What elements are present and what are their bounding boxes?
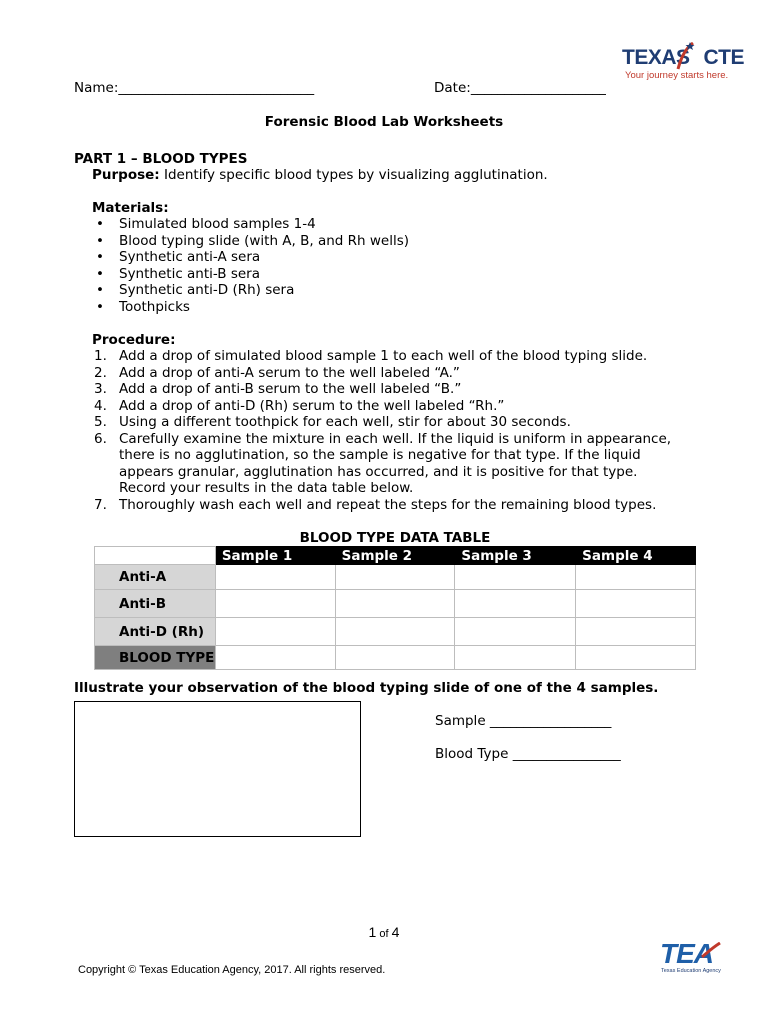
- drawing-box[interactable]: [74, 701, 361, 837]
- table-cell[interactable]: [215, 565, 335, 590]
- table-cell[interactable]: [576, 565, 696, 590]
- logo-word-right: CTE: [703, 46, 745, 69]
- logo-swoosh-icon: [675, 42, 697, 70]
- purpose: [92, 167, 548, 184]
- page-total: 4: [391, 924, 400, 940]
- table-row: [95, 565, 696, 590]
- procedure-list: [92, 348, 712, 513]
- blood-type-table: [94, 546, 696, 670]
- blood-type-label: Blood Type: [435, 746, 513, 762]
- table-header-row: [95, 547, 696, 565]
- table-cell[interactable]: [215, 646, 335, 670]
- list-item: • Synthetic anti-D (Rh) sera: [92, 282, 409, 299]
- column-header: Sample 4: [576, 547, 696, 565]
- table-row: [95, 590, 696, 618]
- name-blank: _____________________________: [118, 80, 315, 96]
- purpose-text: Identify specific blood types by visualizing agglutination.: [159, 167, 548, 183]
- page-current: 1: [368, 924, 377, 940]
- table-cell[interactable]: [455, 646, 576, 670]
- tea-logo-subtitle: Texas Education Agency: [661, 968, 721, 974]
- table-cell[interactable]: [215, 618, 335, 646]
- list-item: • Toothpicks: [92, 299, 409, 316]
- row-label: BLOOD TYPE: [95, 646, 216, 670]
- table-row: [95, 618, 696, 646]
- date-blank: ____________________: [470, 80, 606, 96]
- list-item: • Blood typing slide (with A, B, and Rh wells): [92, 233, 409, 250]
- page-of: of: [376, 928, 392, 940]
- table-cell[interactable]: [215, 590, 335, 618]
- sample-field: [435, 713, 611, 730]
- table-row: [95, 646, 696, 670]
- date-field: [434, 80, 606, 97]
- list-item: 4. Add a drop of anti-D (Rh) serum to the well labeled “Rh.”: [94, 397, 505, 414]
- list-item: 3. Add a drop of anti-B serum to the well labeled “B.”: [94, 381, 462, 397]
- illustrate-instruction: Illustrate your observation of the blood typing slide of one of the 4 samples.: [74, 680, 659, 696]
- table-corner-cell: [95, 547, 216, 565]
- column-header: Sample 1: [215, 547, 335, 565]
- blood-type-field: [435, 746, 621, 763]
- materials-label: Materials:: [92, 200, 169, 216]
- sample-label: Sample: [435, 713, 490, 729]
- name-label: Name:: [74, 80, 119, 96]
- texas-cte-logo: [622, 46, 745, 86]
- logo-word-left: TEXAS: [622, 46, 690, 69]
- list-item: • Synthetic anti-A sera: [92, 249, 409, 266]
- page-number: [0, 924, 768, 943]
- list-item: 5. Using a different toothpick for each well, stir for about 30 seconds.: [94, 414, 571, 430]
- tea-logo-word: TEA: [660, 938, 713, 969]
- tea-star-icon: [700, 942, 722, 958]
- table-cell[interactable]: [335, 590, 455, 618]
- row-label: Anti-A: [95, 565, 216, 590]
- column-header: Sample 3: [455, 547, 576, 565]
- list-item: • Simulated blood samples 1-4: [92, 216, 409, 233]
- table-cell[interactable]: [335, 565, 455, 590]
- sample-blank: __________________: [489, 713, 612, 729]
- table-cell[interactable]: [576, 646, 696, 670]
- name-field: [74, 80, 314, 97]
- materials-list: [92, 216, 409, 315]
- list-item: • Synthetic anti-B sera: [92, 266, 409, 283]
- table-cell[interactable]: [455, 565, 576, 590]
- list-item: 2. Add a drop of anti-A serum to the well labeled “A.”: [94, 364, 460, 381]
- date-label: Date:: [434, 80, 471, 96]
- tea-logo: [660, 938, 724, 978]
- table-cell[interactable]: [455, 618, 576, 646]
- table-cell[interactable]: [455, 590, 576, 618]
- part1-heading: PART 1 – BLOOD TYPES: [74, 151, 248, 167]
- blood-type-blank: ________________: [512, 746, 621, 762]
- column-header: Sample 2: [335, 547, 455, 565]
- list-item: 1. Add a drop of simulated blood sample 1 to each well of the blood typing slide.: [94, 348, 648, 364]
- table-cell[interactable]: [576, 590, 696, 618]
- table-cell[interactable]: [576, 618, 696, 646]
- procedure-label: Procedure:: [92, 332, 176, 348]
- logo-tagline: Your journey starts here.: [625, 70, 729, 81]
- list-item: 7. Thoroughly wash each well and repeat the steps for the remaining blood types.: [94, 496, 657, 513]
- purpose-label: Purpose:: [92, 167, 160, 183]
- copyright: Copyright © Texas Education Agency, 2017. All rights reserved.: [78, 964, 386, 976]
- table-title: BLOOD TYPE DATA TABLE: [299, 530, 491, 546]
- list-item: 6. Carefully examine the mixture in each well. If the liquid is uniform in appearance, there is no agglutination, so the sample is negative for that type. If the liquid appears granular, agglutination has occurred, and it is positive for that type. Record your results in the data table below.: [94, 430, 672, 496]
- page-title: Forensic Blood Lab Worksheets: [264, 114, 504, 130]
- table-cell[interactable]: [335, 646, 455, 670]
- row-label: Anti-D (Rh): [95, 618, 216, 646]
- table-cell[interactable]: [335, 618, 455, 646]
- row-label: Anti-B: [95, 590, 216, 618]
